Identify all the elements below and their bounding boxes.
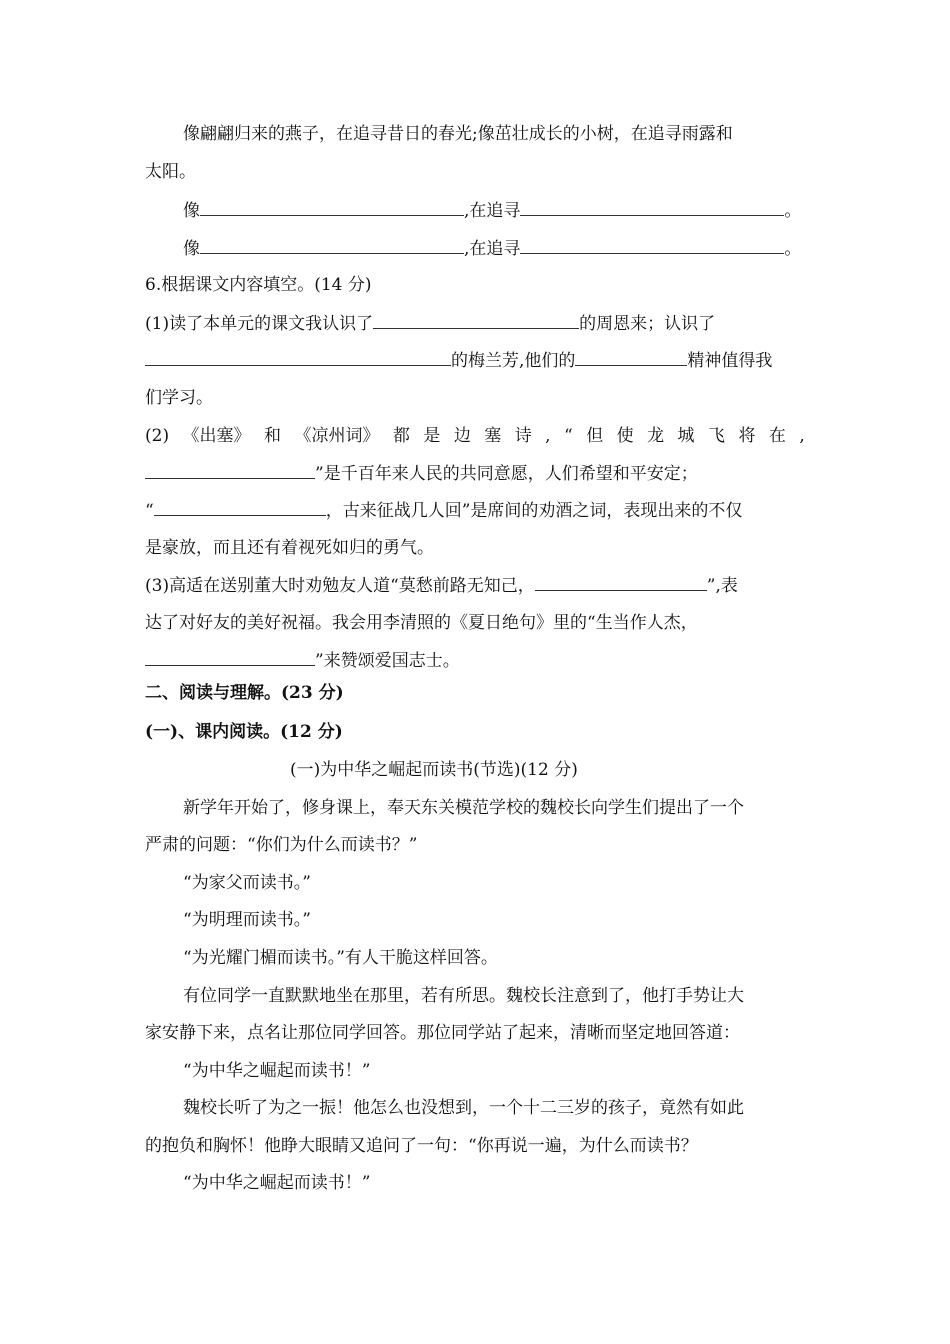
q6-p2-seg: 都: [392, 426, 410, 446]
passage-line: “为家父而读书。”: [183, 873, 311, 893]
passage-line: 新学年开始了，修身课上，奉天东关模范学校的魏校长向学生们提出了一个: [183, 798, 744, 818]
q6-part2-line3: [145, 498, 950, 523]
q6-p2-seg: 和: [264, 426, 281, 446]
q6-p2-seg: (2): [145, 426, 170, 446]
q6-p2-seg: 龙: [647, 426, 665, 446]
q6-blank-chusai[interactable]: [145, 461, 315, 479]
passage-line: “为中华之崛起而读书！”: [183, 1173, 371, 1193]
q6-title: 6.根据课文内容填空。(14 分): [145, 275, 372, 295]
q6-p1-text-d: 精神值得我: [687, 351, 773, 371]
q5-blank-2b[interactable]: [520, 236, 784, 254]
q5-prefix: 像: [183, 201, 200, 221]
q6-p2-seg: “: [564, 426, 573, 446]
q6-p2-seg: 城: [677, 426, 695, 446]
passage-line: “为光耀门楣而读书。”有人干脆这样回答。: [183, 948, 498, 968]
q6-blank-mei[interactable]: [145, 348, 451, 366]
q6-p2-seg: 《凉州词》: [294, 426, 380, 446]
q6-blank-spirit[interactable]: [575, 348, 687, 366]
q6-part3-line3: [145, 648, 950, 673]
q5-mid: ,在追寻: [464, 239, 521, 259]
q5-blank-row-1: [183, 198, 950, 223]
q5-blank-1b[interactable]: [520, 198, 784, 216]
q6-p3-text-b: ”,表: [706, 576, 738, 596]
q6-part2-line2: [145, 461, 950, 486]
q6-p2-seg: 在: [768, 426, 786, 446]
q5-end: 。: [784, 239, 802, 259]
passage-line: 家安静下来，点名让那位同学回答。那位同学站了起来，清晰而坚定地回答道：: [145, 1023, 740, 1043]
q6-p2-seg: 边: [453, 426, 471, 446]
section2-subtitle: (一)、课内阅读。(12 分): [145, 722, 343, 742]
q6-part2-line1: [145, 424, 805, 448]
q6-blank-zhou[interactable]: [373, 311, 579, 329]
q6-p1-text-c: 的梅兰芳,他们的: [451, 351, 576, 371]
q6-p2-seg: ,: [799, 426, 805, 446]
passage-title: (一)为中华之崛起而读书(节选)(12 分): [290, 760, 578, 780]
q5-example-line-1: 像翩翩归来的燕子，在追寻昔日的春光;像茁壮成长的小树，在追寻雨露和: [183, 124, 733, 144]
q6-p2-seg: 飞: [708, 426, 725, 446]
q5-mid: ,在追寻: [464, 201, 521, 221]
q6-p1-text-a: (1)读了本单元的课文我认识了: [145, 314, 374, 334]
q6-part1-line3: 们学习。: [145, 388, 213, 408]
q6-p2-seg: 塞: [484, 426, 502, 446]
q6-p2-text-2: ”是千百年来人民的共同意愿，人们希望和平安定；: [315, 464, 698, 484]
q6-p2-seg: 但: [586, 426, 604, 446]
q5-example-line-2: 太阳。: [145, 162, 196, 182]
q5-end: 。: [784, 201, 802, 221]
q6-p1-text-b: 的周恩来；认识了: [579, 314, 716, 334]
q6-p3-text-a: (3)高适在送别董大时劝勉友人道“莫愁前路无知己，: [145, 576, 535, 596]
q6-part2-line4: 是豪放，而且还有着视死如归的勇气。: [145, 538, 434, 558]
q6-p2-text-3: ，古来征战几人回”是席间的劝酒之词，表现出来的不仅: [325, 501, 743, 521]
q6-part3-line2: 达了对好友的美好祝福。我会用李清照的《夏日绝句》里的“生当作人杰，: [145, 613, 698, 633]
q6-blank-liqingzhao[interactable]: [145, 648, 315, 666]
q6-p2-seg: 诗: [514, 426, 532, 446]
passage-line: 的抱负和胸怀！他睁大眼睛又追问了一句：“你再说一遍，为什么而读书？: [145, 1136, 698, 1156]
q6-blank-liangzhou[interactable]: [154, 498, 326, 516]
q6-p2-seg: 《出塞》: [182, 426, 251, 446]
passage-line: “为明理而读书。”: [183, 910, 311, 930]
q6-p2-seg: 是: [423, 426, 441, 446]
q6-p2-quote: “: [145, 501, 154, 521]
q6-p2-seg: 使: [616, 426, 634, 446]
passage-line: 魏校长听了为之一振！他怎么也没想到，一个十二三岁的孩子，竟然有如此: [183, 1098, 744, 1118]
q6-p2-seg: ,: [545, 426, 551, 446]
passage-line: 严肃的问题：“你们为什么而读书？”: [145, 835, 418, 855]
q6-p3-text-d: ”来赞颂爱国志士。: [315, 651, 460, 671]
q6-part1-line2: [145, 348, 950, 373]
q6-p2-seg: 将: [738, 426, 756, 446]
q5-blank-2a[interactable]: [200, 236, 464, 254]
section2-title: 二、阅读与理解。(23 分): [145, 683, 344, 703]
q5-blank-row-2: [183, 236, 950, 261]
q6-part1-line1: [145, 311, 950, 336]
passage-line: “为中华之崛起而读书！”: [183, 1061, 371, 1081]
q6-blank-gaoshi[interactable]: [535, 573, 707, 591]
q5-prefix: 像: [183, 239, 200, 259]
passage-line: 有位同学一直默默地坐在那里，若有所思。魏校长注意到了，他打手势让大: [183, 986, 744, 1006]
q5-blank-1a[interactable]: [200, 198, 464, 216]
q6-part3-line1: [145, 573, 950, 598]
